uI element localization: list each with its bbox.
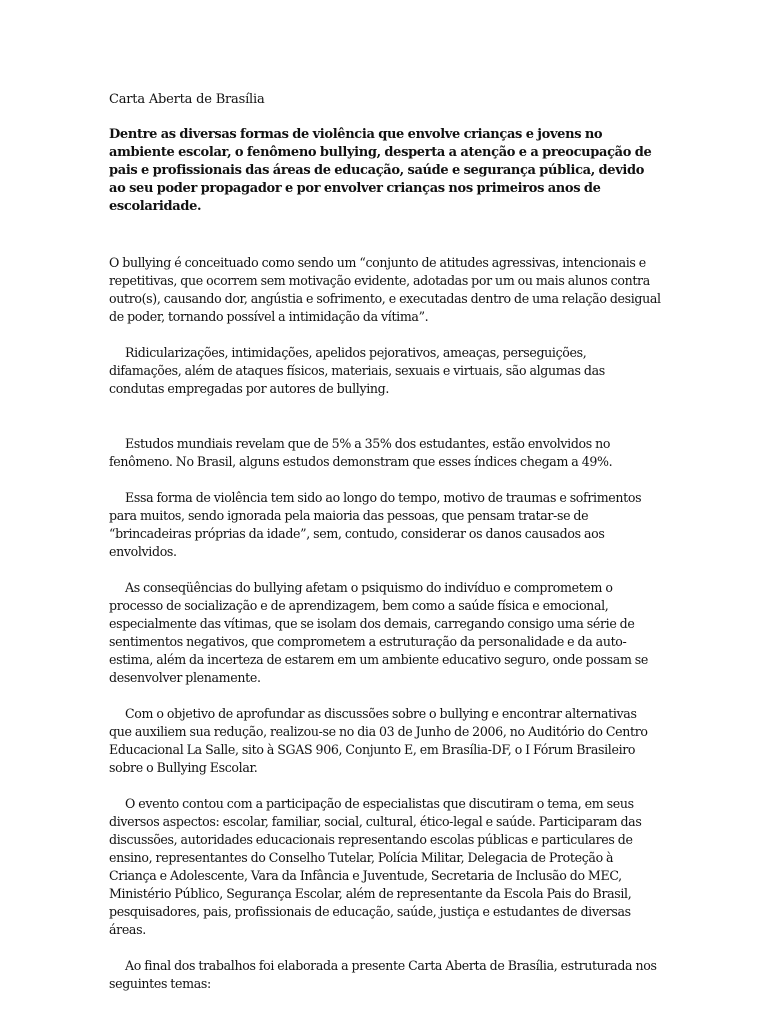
lead-paragraph: Dentre as diversas formas de violência que envolve crianças e jovens no ambiente escolar, o fenômeno bullying, desperta a atenção e a preocupação de pais e profissionais das áreas de educação, saúde e segurança pública, devido ao seu poder propagador e por envolver crianças nos primeiros anos de escolaridade. (109, 127, 652, 214)
paragraph-conclusion: Ao final dos trabalhos foi elaborada a presente Carta Aberta de Brasília, estruturada nos seguintes temas: (109, 958, 657, 991)
paragraph-forum: Com o objetivo de aprofundar as discussões sobre o bullying e encontrar alternativas que auxiliem sua redução, realizou-se no dia 03 de Junho de 2006, no Auditório do Centro Educacional La Salle, sito à SGAS 906, Conjunto E, em Brasília-DF, o I Fórum Brasileiro sobre o Bullying Escolar. (109, 706, 648, 775)
paragraph-statistics: Estudos mundiais revelam que de 5% a 35% dos estudantes, estão envolvidos no fenômeno. No Brasil, alguns estudos demonstram que esses índices chegam a 49%. (109, 436, 613, 469)
paragraph-behaviors: Ridicularizações, intimidações, apelidos pejorativos, ameaças, perseguições, difamações, além de ataques físicos, materiais, sexuais e virtuais, são algumas das condutas empregadas por autores de bullying. (109, 345, 605, 396)
paragraph-consequences: As conseqüências do bullying afetam o psiquismo do indivíduo e comprometem o processo de socialização e de aprendizagem, bem como a saúde física e emocional, especialmente das vítimas, que se isolam dos demais, carregando consigo uma série de sentimentos negativos, que comprometem a estruturação da personalidade e da auto-estima, além da incerteza de estarem em um ambiente educativo seguro, onde possam se desenvolver plenamente. (109, 580, 649, 685)
paragraph-definition: O bullying é conceituado como sendo um “conjunto de atitudes agressivas, intencionais e repetitivas, que ocorrem sem motivação evidente, adotadas por um ou mais alunos contra outro(s), causando dor, angústia e sofrimento, e executadas dentro de uma relação desigual de poder, tornando possível a intimidação da vítima”. (109, 255, 661, 324)
paragraph-trauma: Essa forma de violência tem sido ao longo do tempo, motivo de traumas e sofrimentos para muitos, sendo ignorada pela maioria das pessoas, que pensam tratar-se de “brincadeiras próprias da idade”, sem, contudo, considerar os danos causados aos envolvidos. (109, 490, 642, 559)
document-title: Carta Aberta de Brasília (109, 92, 265, 107)
document-page (109, 91, 661, 1011)
paragraph-participants: O evento contou com a participação de especialistas que discutiram o tema, em seus diversos aspectos: escolar, familiar, social, cultural, ético-legal e saúde. Participaram das discussões, autoridades educacionais representando escolas públicas e particulares de ensino, representantes do Conselho Tutelar, Polícia Militar, Delegacia de Proteção à Criança e Adolescente, Vara da Infância e Juventude, Secretaria de Inclusão do MEC, Ministério Público, Segurança Escolar, além de representante da Escola Pais do Brasil, pesquisadores, pais, profissionais de educação, saúde, justiça e estudantes de diversas áreas. (109, 796, 642, 937)
